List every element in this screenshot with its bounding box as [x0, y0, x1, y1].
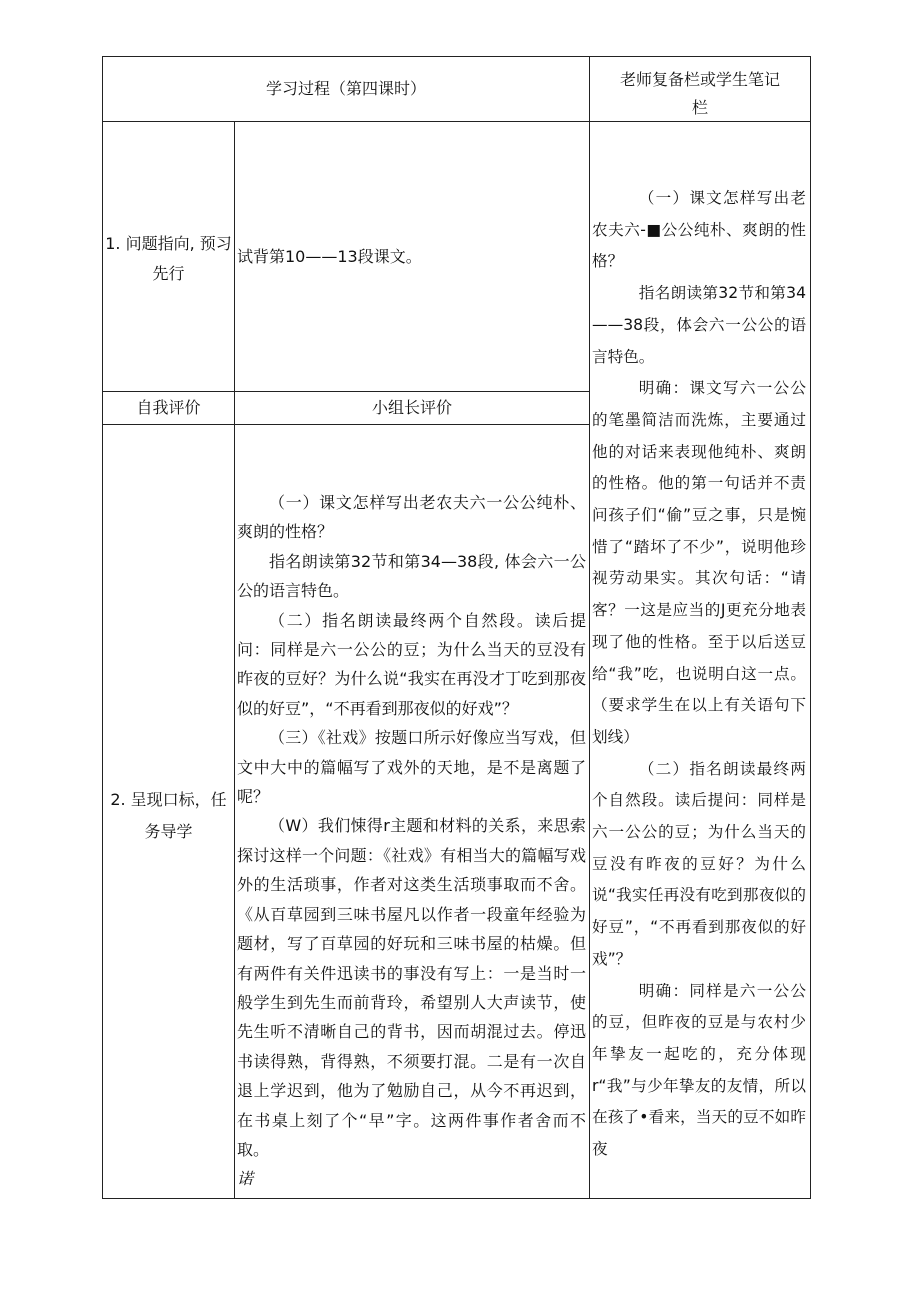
table-border-right	[810, 56, 811, 1199]
self-eval-cell	[103, 393, 234, 423]
self-eval-label: 自我评价	[136, 398, 201, 417]
table-divider-eval	[102, 424, 590, 425]
process-title: 学习过程（第四课时）	[265, 79, 426, 98]
notes-content	[592, 183, 806, 1166]
row1-label-line1: 1. 问题指向, 预习	[105, 234, 232, 253]
row2-content	[237, 488, 586, 1194]
row2-label-line1: 2. 呈现口标，任	[110, 790, 227, 809]
group-eval-label: 小组长评价	[371, 398, 452, 417]
row2-label	[103, 784, 234, 848]
row2-paragraph-3: （二）指名朗读最终两个自然段。读后提问：同样是六一公公的豆；为什么当天的豆没有昨夜的豆好？为什么说“我实在再没才丁吃到那夜似的好豆”，“不再看到那夜似的好戏”？	[237, 610, 586, 718]
notes-paragraph-1: （一）课文怎样写出老农夫六-■公公纯朴、爽朗的性格？	[592, 189, 806, 271]
table-divider-label-column	[234, 121, 235, 1199]
notes-paragraph-4: （二）指名朗读最终两个自然段。读后提问：同样是六一公公的豆；为什么当天的豆没有昨夜的豆好？为什么说“我实任再没有吃到那夜似的好豆”，“不再看到那夜似的好戏”？	[592, 759, 806, 968]
row2-paragraph-5: （W）我们悚得r主题和材料的关系，来思索探讨这样一个问题：《社戏》有相当大的篇幅写戏外的生活琐事，作者对这类生活琐事取而不舍。《从百草园到三味书屋凡以作者一段童年经验为题材，写了百草园的好玩和三味书屋的枯燥。但有两件有关件迅读书的事没有写上：一是当时一般学生到先生而前背玲，希望别人大声读节，使先生听不清晰自己的背书，因而胡混过去。停迅书读得熟，背得熟，不须要打混。二是有一次自退上学迟到，他为了勉励自己，从今不再迟到，在书桌上刻了个“早”字。这两件事作者舍而不取。	[237, 816, 586, 1159]
notes-paragraph-3: 明确：课文写六一公公的笔墨简洁而洗炼，主要通过他的对话来表现他纯朴、爽朗的性格。他的第一句话并不责问孩子们“偷”豆之事，只是惋惜了“踏坏了不少”，说明他珍视劳动果实。其次句话：“请客？一这是应当的J更充分地表现了他的性格。至于以后送豆给“我”吃，也说明白这一点。（要求学生在以上有关语句下划线）	[592, 379, 806, 746]
row2-paragraph-2: 指名朗读第32节和第34—38段, 体会六一公公的语言特色。	[237, 551, 586, 601]
row2-paragraph-1: （一）课文怎样写出老农夫六一公公纯朴、爽朗的性格？	[237, 493, 586, 542]
notes-title-line2: 栏	[691, 98, 708, 117]
table-border-left	[102, 56, 103, 1199]
row2-label-line2: 务导学	[144, 822, 193, 841]
row1-content-text: 试背第10——13段课文。	[237, 247, 422, 266]
row2-paragraph-4: （三）《社戏》按题口所示好像应当写戏，但文中大中的篇幅写了戏外的天地，是不是离题了呢？	[237, 728, 586, 807]
notes-header-cell	[590, 66, 810, 122]
table-border-bottom	[102, 1198, 811, 1199]
group-eval-cell	[235, 393, 589, 423]
notes-paragraph-5: 明确：同样是六一公公的豆，但昨夜的豆是与农村少年挚友一起吃的，充分体现r“我”与少年挚友的友情，所以在孩了•看来，当天的豆不如昨夜	[592, 981, 806, 1159]
notes-title-line1: 老师复备栏或学生笔记	[619, 70, 780, 89]
process-header-cell	[103, 74, 589, 104]
row2-tail	[237, 1164, 586, 1193]
table-divider-notes-column	[589, 56, 590, 1199]
row1-label	[103, 229, 234, 289]
table-border-top	[102, 56, 811, 57]
notes-paragraph-2: 指名朗读第32节和第34——38段，体会六一公公的语言特色。	[592, 284, 806, 366]
row1-content	[237, 242, 585, 272]
row1-label-line2: 先行	[152, 264, 185, 283]
row2-tail-char: 诺	[237, 1169, 254, 1189]
table-divider-row1	[102, 391, 590, 392]
